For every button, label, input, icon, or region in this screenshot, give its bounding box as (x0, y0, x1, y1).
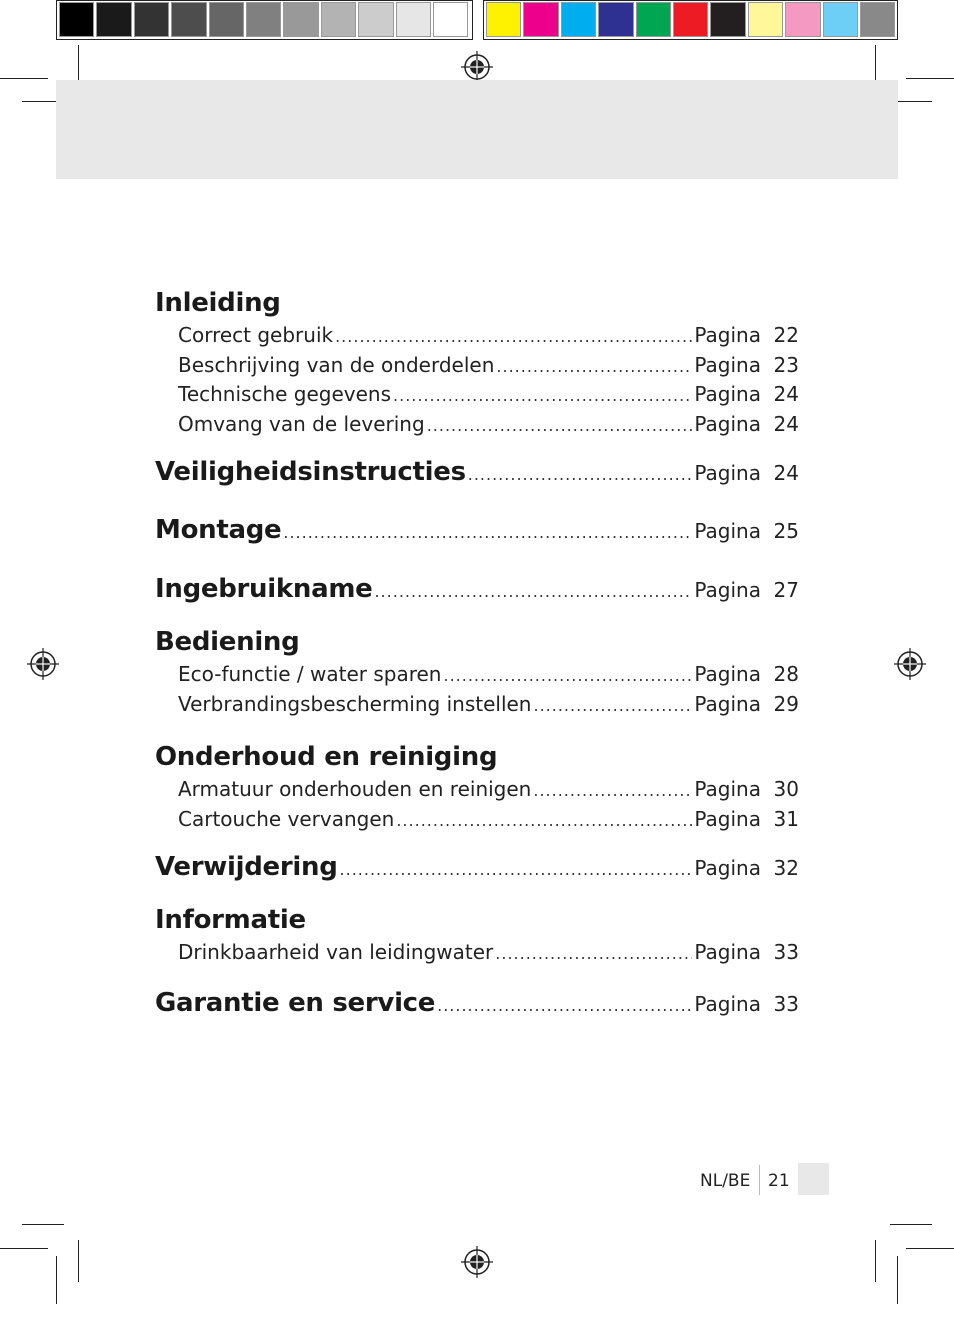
table-of-contents (155, 285, 799, 1026)
gray-swatch (59, 2, 94, 37)
color-swatch (673, 2, 708, 37)
leader-dots (533, 776, 692, 806)
entry-label: Eco-functie / water sparen (178, 662, 442, 686)
leader-dots (496, 352, 692, 382)
leader-dots (393, 381, 692, 411)
toc-section-bediening (155, 624, 799, 719)
page-number: 29 (773, 691, 799, 716)
entry-label: Verbrandingsbescherming instellen (178, 691, 532, 716)
color-swatch (860, 2, 895, 37)
entry-label: Armatuur onderhouden en reinigen (178, 777, 532, 801)
toc-entry-montage[interactable] (155, 507, 799, 553)
toc-entry-veiligheid[interactable] (155, 449, 799, 495)
toc-entry-garantie[interactable] (155, 980, 799, 1026)
toc-entry-verwijdering[interactable] (155, 844, 799, 890)
color-swatch (636, 2, 671, 37)
leader-dots (335, 322, 692, 352)
registration-mark-icon (461, 1246, 493, 1278)
page-number: 24 (773, 411, 799, 436)
toc-section-onderhoud (155, 739, 799, 834)
leader-dots (427, 411, 693, 441)
page-word: Pagina (694, 691, 761, 716)
crop-mark (22, 1224, 64, 1225)
color-swatch (561, 2, 596, 37)
page-number: 33 (773, 940, 799, 964)
gray-swatch (321, 2, 356, 37)
leader-dots (533, 691, 692, 721)
page-number: 25 (773, 519, 799, 543)
color-swatch (823, 2, 858, 37)
page-word: Pagina (694, 777, 761, 801)
color-calibration-bar (56, 0, 898, 40)
section-title: Veiligheidsinstructies (155, 457, 466, 487)
footer-tab-box (798, 1163, 829, 1195)
gray-swatch (283, 2, 318, 37)
leader-dots (283, 523, 692, 542)
leader-dots (340, 860, 693, 879)
gray-swatch (209, 2, 244, 37)
page-number: 22 (773, 323, 799, 347)
toc-section-inleiding (155, 285, 799, 439)
crop-mark (897, 1256, 898, 1304)
gray-swatch (246, 2, 281, 37)
page-word: Pagina (694, 856, 761, 880)
crop-mark (890, 1224, 932, 1225)
gray-swatch (396, 2, 431, 37)
section-title: Garantie en service (155, 987, 436, 1018)
page-word: Pagina (694, 940, 761, 964)
entry-label: Technische gegevens (178, 382, 392, 406)
entry-label: Omvang van de levering (178, 411, 425, 436)
leader-dots (396, 806, 692, 836)
color-swatch (598, 2, 633, 37)
section-title: Verwijdering (155, 852, 338, 882)
toc-entry[interactable] (155, 380, 799, 410)
section-title: Inleiding (155, 288, 281, 318)
crop-mark (0, 1248, 48, 1249)
header-band (56, 80, 898, 179)
registration-mark-icon (461, 51, 493, 83)
page-number: 24 (773, 461, 799, 485)
page-word: Pagina (694, 323, 761, 347)
page-word: Pagina (694, 578, 761, 602)
page-number: 32 (773, 856, 799, 880)
section-title: Informatie (155, 905, 306, 935)
section-title: Onderhoud en reiniging (155, 742, 498, 772)
crop-mark (56, 1256, 57, 1304)
leader-dots (468, 465, 693, 484)
language-code: NL/BE (700, 1171, 751, 1191)
color-swatch (486, 2, 521, 37)
crop-mark (906, 78, 954, 79)
crop-mark (875, 1240, 876, 1282)
page-number: 30 (773, 777, 799, 801)
section-title: Bediening (155, 627, 300, 657)
entry-label: Drinkbaarheid van leidingwater (178, 940, 494, 964)
toc-section-informatie (155, 902, 799, 968)
gray-swatch (134, 2, 169, 37)
gray-swatch (96, 2, 131, 37)
toc-entry[interactable] (155, 660, 799, 690)
entry-label: Cartouche vervangen (178, 806, 395, 831)
crop-mark (906, 1248, 954, 1249)
page-word: Pagina (694, 461, 761, 485)
section-title: Montage (155, 515, 282, 545)
footer-divider (759, 1165, 760, 1195)
color-swatch (710, 2, 745, 37)
entry-label: Correct gebruik (178, 323, 334, 347)
leader-dots (437, 996, 692, 1015)
toc-entry[interactable] (155, 321, 799, 351)
page-number: 31 (773, 806, 799, 831)
leader-dots (443, 661, 692, 691)
page-word: Pagina (694, 662, 761, 686)
color-swatch (748, 2, 783, 37)
crop-mark (0, 78, 48, 79)
page-word: Pagina (694, 806, 761, 831)
leader-dots (374, 582, 692, 601)
crop-mark (78, 1240, 79, 1282)
section-title: Ingebruikname (155, 574, 373, 604)
leader-dots (495, 939, 692, 969)
toc-entry[interactable] (155, 410, 799, 440)
color-swatch (523, 2, 558, 37)
gray-swatch (171, 2, 206, 37)
registration-mark-icon (27, 648, 59, 680)
registration-mark-icon (894, 648, 926, 680)
toc-entry[interactable] (155, 938, 799, 968)
page-word: Pagina (694, 519, 761, 543)
page-number: 23 (773, 352, 799, 377)
gray-swatch (433, 2, 468, 37)
page-word: Pagina (694, 352, 761, 377)
page-number: 28 (773, 662, 799, 686)
page-number: 27 (773, 578, 799, 602)
toc-entry-ingebruikname[interactable] (155, 566, 799, 612)
page-number: 33 (773, 991, 799, 1016)
page-word: Pagina (694, 382, 761, 406)
page-number-footer: 21 (768, 1171, 790, 1191)
toc-entry[interactable] (155, 775, 799, 805)
gray-swatch (358, 2, 393, 37)
toc-entry[interactable] (155, 351, 799, 381)
page-word: Pagina (694, 991, 761, 1016)
color-swatch (785, 2, 820, 37)
page-number: 24 (773, 382, 799, 406)
toc-entry[interactable] (155, 690, 799, 720)
toc-entry[interactable] (155, 805, 799, 835)
page-word: Pagina (694, 411, 761, 436)
entry-label: Beschrijving van de onderdelen (178, 352, 495, 377)
